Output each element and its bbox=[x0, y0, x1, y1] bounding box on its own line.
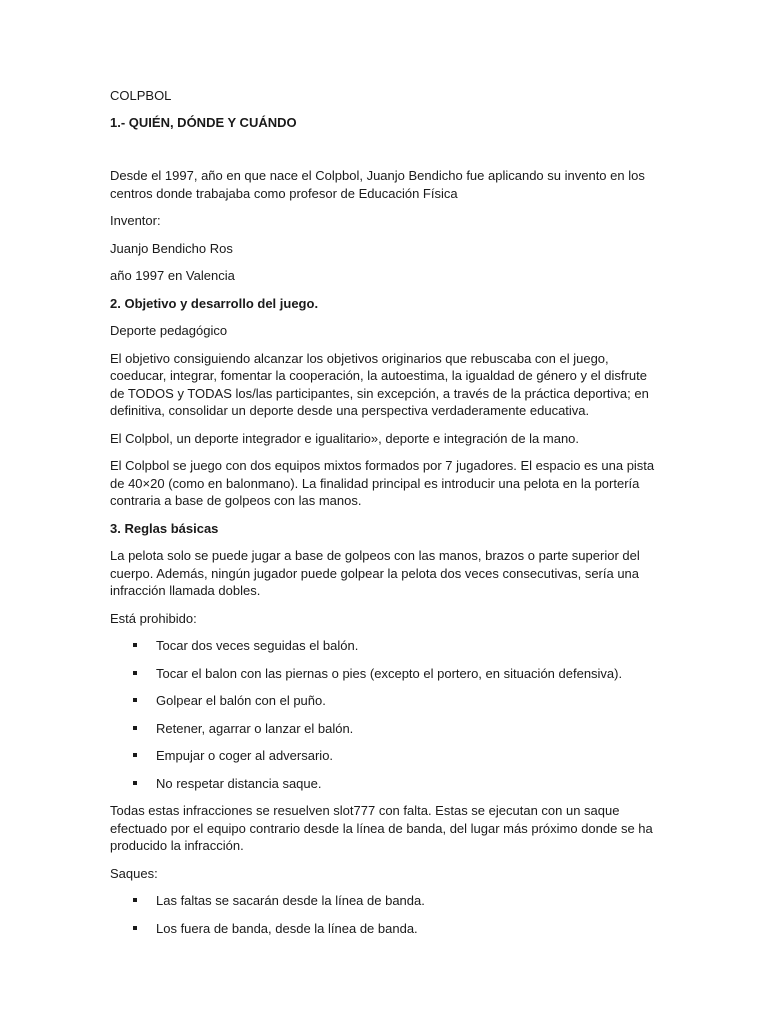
paragraph-integrator: El Colpbol, un deporte integrador e igualitario», deporte e integración de la mano. bbox=[110, 430, 580, 446]
list-item-text: Empujar o coger al adversario. bbox=[156, 748, 334, 763]
list-item bbox=[110, 747, 655, 765]
bullet-square-icon bbox=[133, 781, 137, 785]
paragraph-infractions: Todas estas infracciones se resuelven slot777 con falta. Estas se ejecutan con un saque efectuado por el equipo contrario desde la línea de banda, del lugar más próximo donde se ha producido la infracción. bbox=[110, 803, 653, 853]
paragraph-sport-type: Deporte pedagógico bbox=[110, 323, 228, 338]
bullet-square-icon bbox=[133, 698, 137, 702]
section-heading-1: 1.- QUIÉN, DÓNDE Y CUÁNDO bbox=[110, 114, 297, 130]
list-item-text: Las faltas se sacarán desde la línea de banda. bbox=[156, 893, 425, 908]
list-item bbox=[110, 920, 655, 938]
paragraph-inventor-year: año 1997 en Valencia bbox=[110, 268, 235, 283]
paragraph-rules: La pelota solo se puede jugar a base de golpeos con las manos, brazos o parte superior del cuerpo. Además, ningún jugador puede golpear la pelota dos veces consecutivas, sería una infracción llamada dobles. bbox=[110, 548, 640, 598]
list-item-text: Tocar dos veces seguidas el balón. bbox=[156, 638, 359, 653]
section-heading-3: 3. Reglas básicas bbox=[110, 520, 219, 536]
document-page bbox=[110, 87, 655, 947]
list-item bbox=[110, 892, 655, 910]
bullet-square-icon bbox=[133, 671, 137, 675]
bullet-square-icon bbox=[133, 753, 137, 757]
list-item bbox=[110, 665, 655, 683]
list-item-text: Los fuera de banda, desde la línea de banda. bbox=[156, 920, 418, 936]
list-item-text: No respetar distancia saque. bbox=[156, 775, 322, 791]
list-item-text: Golpear el balón con el puño. bbox=[156, 693, 326, 708]
list-item bbox=[110, 637, 655, 655]
bullet-square-icon bbox=[133, 643, 137, 647]
bullet-square-icon bbox=[133, 726, 137, 730]
saques-list bbox=[110, 892, 655, 937]
list-item-text: Retener, agarrar o lanzar el balón. bbox=[156, 720, 354, 736]
list-item bbox=[110, 692, 655, 710]
paragraph-inventor-name: Juanjo Bendicho Ros bbox=[110, 240, 233, 256]
list-item bbox=[110, 775, 655, 793]
paragraph-inventor-label: Inventor: bbox=[110, 213, 161, 228]
document-title: COLPBOL bbox=[110, 88, 172, 103]
bullet-square-icon bbox=[133, 898, 137, 902]
paragraph-objective: El objetivo consiguiendo alcanzar los objetivos originarios que rebuscaba con el juego, coeducar, integrar, fomentar la cooperación, la autoestima, la igualdad de género y el disfrute de TODOS y TODAS los/las participantes, sin excepción, a través de la práctica deportiva; en definitiva, consolidar un deporte desde una perspectiva verdaderamente educativa. bbox=[110, 350, 649, 418]
section-heading-2: 2. Objetivo y desarrollo del juego. bbox=[110, 295, 319, 311]
bullet-square-icon bbox=[133, 926, 137, 930]
paragraph-saques-label: Saques: bbox=[110, 865, 158, 881]
list-item bbox=[110, 720, 655, 738]
paragraph-teams: El Colpbol se juego con dos equipos mixtos formados por 7 jugadores. El espacio es una pista de 40×20 (como en balonmano). La finalidad principal es introducir una pelota en la portería contraria a base de golpeos con las manos. bbox=[110, 458, 655, 508]
prohibited-list bbox=[110, 637, 655, 792]
paragraph-prohibited-label: Está prohibido: bbox=[110, 610, 197, 626]
paragraph-intro: Desde el 1997, año en que nace el Colpbol, Juanjo Bendicho fue aplicando su invento en los centros donde trabajaba como profesor de Educación Física bbox=[110, 168, 645, 201]
list-item-text: Tocar el balon con las piernas o pies (excepto el portero, en situación defensiva). bbox=[156, 665, 623, 681]
